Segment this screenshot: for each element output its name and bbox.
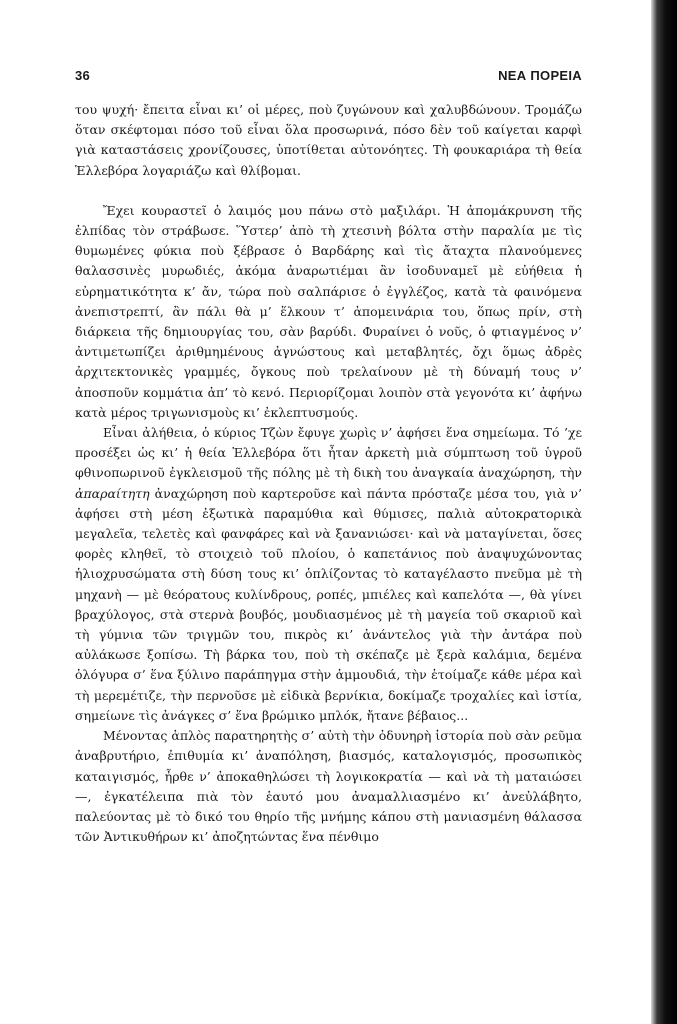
paragraph-1: του ψυχή· ἔπειτα εἶναι κι’ οἱ μέρες, ποὺ ζυγώνουν καὶ χαλυβδώνουν. Τρομάζω ὅταν σκέφτομαι πόσο τοῦ εἶναι ὅλα προσωρινά, πόσο δὲν τοῦ καίγεται καρφὶ γιὰ καταστάσεις χρονίζουσες, ὑποτίθεται αὐτονόητες. Τὴ φουκαριάρα τὴ θεία Ἑλλεβόρα λογαριάζω καὶ θλίβομαι. bbox=[75, 102, 582, 178]
paragraph-3-part-2: ἀναχώρηση ποὺ καρτεροῦσε καὶ πάντα πρόσταζε μέσα του, γιὰ ν’ ἀφήσει στὴ μέση ἐξωτικὰ παραμύθια καὶ θύμισες, παλιὰ αὐτοκρατορικὰ μεγαλεῖα, τελετὲς καὶ φανφάρες καὶ νὰ ξανανιώσει· καὶ νὰ ματαγίνεται, ὅσες φορὲς κληθεῖ, τὸ στοιχειὸ τοῦ πλοίου, ὁ καπετάνιος ποὺ ἀναψυχώνοντας ἡλιοχρυσώματα στὴ δύση τους κι’ ὁπλίζοντας τὸ καταγέλαστο πνεῦμα μὲ τὴ μηχανὴ — μὲ θεόρατους κυλίνδρους, ροπές, μπιέλες καὶ καπελότα —, θὰ γίνει βραχύλογος, στὰ στερνὰ βουβός, μουδιασμένος μὲ τὴ μαγεία τοῦ σκαριοῦ καὶ τὴ γύμνια τῶν τριγμῶν του, πικρὸς κι’ ἀνάντελος γιὰ τὴν ἀντάρα ποὺ αὐλάκωσε ξοπίσω. Τὴ βάρκα του, ποὺ τὴ σκέπαζε μὲ ξερὰ καλάμια, δεμένα ὁλόγυρα σ’ ἕνα ξύλινο παράπηγμα στὴν ἀμμουδιά, τὴν ἑτοίμαζε κάθε μέρα καὶ τὴ μερεμέτιζε, τὴν περνοῦσε μὲ εἰδικὰ βερνίκια, δοκίμαζε τροχαλίες καὶ ἱστία, σημείωνε τὶς ἀνάγκες σ’ ἕνα βρώμικο μπλόκ, ἤτανε βέβαιος... bbox=[75, 485, 582, 723]
paragraph-3 bbox=[75, 423, 582, 726]
body-text bbox=[75, 100, 582, 847]
paragraph-3-part-1: Εἶναι ἀλήθεια, ὁ κύριος Τζὼν ἔφυγε χωρὶς ν’ ἀφήσει ἕνα σημείωμα. Τό ’χε προσέξει ὡς κι’ ἡ θεία Ἑλλεβόρα ὅτι ἦταν ἀρκετὴ μιὰ σύμπτωση τοῦ ὑγροῦ φθινοπωρινοῦ ἐγκλεισμοῦ τῆς πόλης μὲ τὴ δικὴ του ἀναγκαία ἀναχώρηση, τὴν bbox=[75, 425, 582, 481]
paragraph-3-italic: ἀπαραίτητη bbox=[75, 485, 150, 501]
book-spine-shadow bbox=[651, 0, 677, 1024]
paragraph-2: Ἔχει κουραστεῖ ὁ λαιμός μου πάνω στὸ μαξιλάρι. Ἡ ἀπομάκρυνση τῆς ἐλπίδας τὸν στράβωσε. Ὕστερ’ ἀπὸ τὴ χτεσινὴ βόλτα στὴν παραλία με τὶς θυμωμένες φύκια ποὺ ξέβρασε ὁ Βαρδάρης καὶ τὶς ἄταχτα πλανούμενες θαλασσινὲς μυρωδιές, ἀκόμα ἀναρωτιέμαι ἂν ἰσοδυναμεῖ μὲ εὐήθεια ἡ εὐρηματικότητα κ’ ἄν, τώρα ποὺ σαλπάρισε ὁ ἐγγλέζος, κατὰ τὰ φαινόμενα ἀνεπιστρεπτί, ἂν πάλι θὰ μ’ ἕλκουν τ’ ἀπομεινάρια του, ὅπως πρίν, στὴ διάρκεια τῆς δημιουργίας του, σὰν βαρύδι. Φυραίνει ὁ νοῦς, ὁ φτιαγμένος ν’ ἀντιμετωπίζει ἀριθμημένους ἀγνώστους καὶ μεταβλητές, ὄχι ὅμως ἀδρὲς ἀρχιτεκτονικὲς γραμμές, ὄγκους ποὺ τρελαίνουν μὲ τὴ δύναμή τους ν’ ἀποσποῦν κομμάτια ἀπ’ τὸ κενό. Περιορίζομαι λοιπὸν στὰ γεγονότα κι’ ἀφήνω κατὰ μέρος τριγωνισμοὺς κι’ ἐκλεπτυσμούς. bbox=[75, 202, 582, 420]
running-title: ΝΕΑ ΠΟΡΕΙΑ bbox=[498, 68, 582, 83]
page-number: 36 bbox=[75, 68, 91, 83]
paragraph-4: Μένοντας ἁπλὸς παρατηρητὴς σ’ αὐτὴ τὴν ὀδυνηρὴ ἱστορία ποὺ σὰν ρεῦμα ἀναβρυτήριο, ἐπιθυμία κι’ ἀναπόληση, βιασμός, καταλογισμός, προσωπικὸς καταιγισμός, ἦρθε ν’ ἀποκαθηλώσει τὴ λογικοκρατία — καὶ νὰ τὴ ματαιώσει —, ἐγκατέλειπα πιὰ τὸν ἑαυτό μου ἀναμαλλιασμένο κι’ ἀνεὐλάβητο, παλεύοντας μὲ τὸ δικό του θηρίο τῆς μνήμης κάπου στὴ μανιασμένη θάλασσα τῶν Ἀντικυθήρων κι’ ἀποζητώντας ἕνα πένθιμο bbox=[75, 728, 582, 845]
page-header bbox=[75, 68, 582, 83]
